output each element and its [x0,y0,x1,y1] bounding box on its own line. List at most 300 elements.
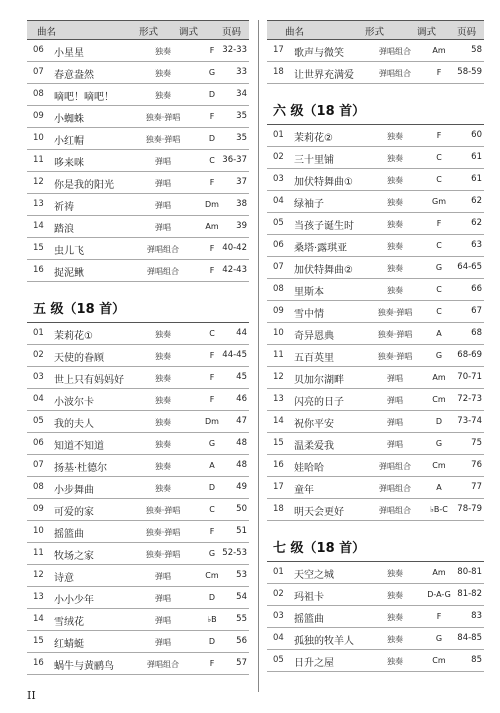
song-form: 独奏 [387,220,403,229]
list-item [27,543,249,565]
song-form: 弹唱 [155,572,171,581]
song-title: 嘀吧！嘀吧！ [54,92,114,103]
level-7-list [267,562,484,672]
song-form: 独奏 [387,176,403,185]
song-page: 84-85 [457,633,482,643]
song-number: 05 [273,218,284,228]
song-title: 童年 [294,485,314,496]
song-title: 哆来咪 [54,158,84,169]
list-item [267,40,484,62]
song-title: 玛祖卡 [294,592,324,603]
song-title: 红蜻蜓 [54,639,84,650]
song-number: 04 [273,196,284,206]
song-form: 独奏 [155,330,171,339]
list-item [27,389,249,411]
song-number: 17 [273,45,284,55]
song-page: 60 [471,130,482,140]
song-title: 三十里铺 [294,155,334,166]
song-key: G [435,439,443,448]
list-item [267,323,484,345]
song-key: F [209,351,215,360]
list-item [27,653,249,675]
header-key: 调式 [417,27,437,38]
header-form: 形式 [139,27,159,38]
song-form: 弹唱 [155,157,171,166]
song-form: 独奏 [387,198,403,207]
song-number: 03 [33,372,44,382]
song-key: F [209,266,215,275]
song-form: 独奏 [155,47,171,56]
song-form: 独奏 [387,264,403,273]
level-4-list [27,40,249,282]
song-form: 弹唱组合 [147,660,179,669]
song-form: 独奏·弹唱 [377,352,413,361]
list-item [267,279,484,301]
song-form: 独奏 [155,462,171,471]
list-item [27,260,249,282]
song-form: 弹唱组合 [147,267,179,276]
list-item [27,40,249,62]
song-key: F [209,659,215,668]
level-6-list [267,125,484,521]
song-key: C [209,505,215,514]
song-page: 46 [236,394,247,404]
song-number: 14 [273,416,284,426]
song-title: 娃哈哈 [294,463,324,474]
song-number: 06 [273,240,284,250]
song-page: 48 [236,438,247,448]
song-title: 踏浪 [54,224,74,235]
song-number: 16 [33,658,44,668]
song-number: 16 [33,265,44,275]
song-page: 44 [236,328,247,338]
song-key: Dm [205,417,219,426]
song-page: 72-73 [457,394,482,404]
song-title: 奇异恩典 [294,331,334,342]
list-item [27,565,249,587]
song-key: D [208,90,216,99]
song-key: Cm [432,656,446,665]
song-form: 独奏 [387,657,403,666]
song-page: 83 [471,611,482,621]
song-title: 闪亮的日子 [294,397,344,408]
list-item [267,235,484,257]
song-page: 47 [236,416,247,426]
song-key: Cm [432,461,446,470]
song-key: F [209,244,215,253]
song-number: 10 [33,133,44,143]
table-header [267,20,484,40]
list-item [27,172,249,194]
song-number: 13 [33,199,44,209]
song-page: 61 [471,152,482,162]
song-key: G [435,351,443,360]
song-page: 39 [236,221,247,231]
list-item [267,477,484,499]
song-number: 07 [273,262,284,272]
song-number: 07 [33,67,44,77]
song-number: 06 [33,438,44,448]
song-page: 35 [236,111,247,121]
song-title: 诗意 [54,573,74,584]
song-title: 小波尔卡 [54,397,94,408]
list-item [27,150,249,172]
left-column [27,20,249,675]
song-title: 日升之屋 [294,658,334,669]
song-title: 可爱的家 [54,507,94,518]
list-item [267,499,484,521]
header-page: 页码 [222,27,242,38]
song-form: 独奏 [387,132,403,141]
song-number: 02 [273,589,284,599]
song-form: 独奏·弹唱 [145,113,181,122]
list-item [267,367,484,389]
song-key: F [209,527,215,536]
song-title: 扬基·杜德尔 [54,463,108,474]
list-item [27,238,249,260]
song-title: 雪中情 [294,309,324,320]
song-page: 34 [236,89,247,99]
list-item [27,433,249,455]
list-item [267,147,484,169]
song-number: 09 [33,111,44,121]
song-number: 08 [33,89,44,99]
song-title: 小蜘蛛 [54,114,84,125]
list-item [267,301,484,323]
song-form: 弹唱 [387,374,403,383]
song-page: 35 [236,133,247,143]
song-number: 02 [33,350,44,360]
song-form: 弹唱 [155,638,171,647]
song-page: 44-45 [222,350,247,360]
song-page: 61 [471,174,482,184]
song-key: G [208,439,216,448]
song-page: 80-81 [457,567,482,577]
list-item [27,411,249,433]
song-title: 里斯本 [294,287,324,298]
song-key: F [436,612,442,621]
song-key: G [435,634,443,643]
song-key: C [436,307,442,316]
song-key: ♭B-C [430,505,448,514]
song-page: 70-71 [457,372,482,382]
song-form: 独奏·弹唱 [377,330,413,339]
song-title: 我的夫人 [54,419,94,430]
list-item [27,631,249,653]
list-item [267,628,484,650]
song-page: 33 [236,67,247,77]
list-item [267,562,484,584]
list-item [267,584,484,606]
header-page: 页码 [457,27,477,38]
song-number: 01 [273,567,284,577]
list-item [27,194,249,216]
list-item [27,587,249,609]
song-page: 66 [471,284,482,294]
song-key: C [209,329,215,338]
song-key: D-A-G [427,590,451,599]
song-page: 76 [471,460,482,470]
list-item [267,257,484,279]
song-title: 捉泥鳅 [54,268,84,279]
song-title: 孤独的牧羊人 [294,636,354,647]
song-page: 62 [471,218,482,228]
song-number: 15 [33,636,44,646]
song-page: 49 [236,482,247,492]
header-form: 形式 [365,27,385,38]
song-number: 13 [273,394,284,404]
song-form: 独奏 [387,613,403,622]
list-item [267,650,484,672]
song-form: 独奏 [155,352,171,361]
song-key: G [208,68,216,77]
list-item [27,455,249,477]
song-page: 58-59 [457,67,482,77]
song-form: 弹唱 [155,223,171,232]
song-number: 12 [33,177,44,187]
song-key: Gm [432,197,446,206]
song-page: 42-43 [222,265,247,275]
song-form: 弹唱组合 [379,69,411,78]
song-title: 雪绒花 [54,617,84,628]
song-key: F [209,373,215,382]
song-title: 贝加尔湖畔 [294,375,344,386]
song-number: 07 [33,460,44,470]
song-key: D [208,637,216,646]
song-title: 绿袖子 [294,199,324,210]
list-item [267,345,484,367]
list-item [267,606,484,628]
right-column [267,20,484,672]
page-number: II [27,689,36,702]
song-title: 桑塔·露琪亚 [294,243,348,254]
song-page: 62 [471,196,482,206]
song-form: 独奏·弹唱 [145,135,181,144]
song-page: 75 [471,438,482,448]
song-form: 独奏 [387,242,403,251]
list-item [27,367,249,389]
song-page: 54 [236,592,247,602]
song-form: 独奏·弹唱 [145,528,181,537]
song-number: 06 [33,45,44,55]
song-number: 15 [273,438,284,448]
song-key: Am [432,568,446,577]
song-page: 51 [236,526,247,536]
song-title: 小步舞曲 [54,485,94,496]
list-item [27,62,249,84]
song-title: 五百英里 [294,353,334,364]
song-number: 09 [33,504,44,514]
song-key: Am [205,222,219,231]
song-key: C [436,285,442,294]
song-page: 73-74 [457,416,482,426]
song-key: A [209,461,215,470]
song-title: 温柔爱我 [294,441,334,452]
song-key: D [435,417,443,426]
song-page: 68-69 [457,350,482,360]
song-form: 弹唱组合 [379,462,411,471]
song-key: Cm [205,571,219,580]
song-form: 弹唱 [155,201,171,210]
song-number: 12 [33,570,44,580]
song-form: 弹唱组合 [379,484,411,493]
song-title: 加伏特舞曲② [294,265,353,276]
song-key: A [436,483,442,492]
song-page: 40-42 [222,243,247,253]
song-number: 04 [273,633,284,643]
song-number: 18 [273,504,284,514]
song-page: 38 [236,199,247,209]
song-key: F [436,68,442,77]
song-page: 85 [471,655,482,665]
song-form: 弹唱 [155,179,171,188]
list-item [267,213,484,235]
song-page: 50 [236,504,247,514]
song-number: 02 [273,152,284,162]
song-form: 独奏·弹唱 [377,308,413,317]
song-page: 32-33 [222,45,247,55]
section-heading-level-6: 六 级（18 首） [267,84,484,125]
song-key: C [436,241,442,250]
song-number: 12 [273,372,284,382]
song-title: 春意盎然 [54,70,94,81]
list-item [267,62,484,84]
song-form: 弹唱 [387,440,403,449]
song-key: F [436,131,442,140]
song-title: 虫儿飞 [54,246,84,257]
song-key: C [436,153,442,162]
section-heading-level-5: 五 级（18 首） [27,282,249,323]
song-page: 68 [471,328,482,338]
song-number: 14 [33,221,44,231]
song-form: 独奏 [387,154,403,163]
song-key: D [208,483,216,492]
song-form: 弹唱 [155,616,171,625]
song-title: 知道不知道 [54,441,104,452]
song-form: 弹唱 [387,396,403,405]
list-item [27,84,249,106]
song-key: F [436,219,442,228]
list-item [27,128,249,150]
song-title: 歌声与微笑 [294,48,344,59]
section-heading-level-7: 七 级（18 首） [267,521,484,562]
song-form: 独奏 [155,69,171,78]
song-number: 08 [273,284,284,294]
song-key: C [436,175,442,184]
header-title: 曲名 [37,27,57,38]
song-form: 独奏 [155,484,171,493]
list-item [267,389,484,411]
song-page: 58 [471,45,482,55]
song-number: 10 [33,526,44,536]
song-form: 弹唱组合 [379,506,411,515]
header-key: 调式 [179,27,199,38]
list-item [267,191,484,213]
list-item [267,455,484,477]
song-form: 独奏 [387,286,403,295]
list-item [27,106,249,128]
song-page: 48 [236,460,247,470]
song-form: 独奏·弹唱 [145,506,181,515]
song-form: 弹唱组合 [147,245,179,254]
header-title: 曲名 [285,27,305,38]
song-key: ♭B [207,615,217,624]
song-key: C [209,156,215,165]
song-number: 03 [273,611,284,621]
song-number: 17 [273,482,284,492]
song-page: 77 [471,482,482,492]
song-number: 08 [33,482,44,492]
song-form: 独奏 [387,635,403,644]
song-title: 牧场之家 [54,551,94,562]
song-key: F [209,178,215,187]
song-key: Dm [205,200,219,209]
song-number: 05 [33,416,44,426]
list-item [27,216,249,238]
song-key: G [208,549,216,558]
song-title: 摇篮曲 [294,614,324,625]
song-title: 祈祷 [54,202,74,213]
list-item [27,345,249,367]
song-key: Cm [432,395,446,404]
song-page: 57 [236,658,247,668]
list-item [27,499,249,521]
list-item [27,609,249,631]
song-title: 让世界充满爱 [294,70,354,81]
song-number: 09 [273,306,284,316]
column-separator [258,20,259,692]
song-page: 67 [471,306,482,316]
song-title: 蜗牛与黄鹂鸟 [54,661,114,672]
song-key: Am [432,46,446,55]
song-number: 11 [33,155,44,165]
song-form: 独奏 [155,440,171,449]
song-number: 16 [273,460,284,470]
song-page: 52-53 [222,548,247,558]
song-page: 53 [236,570,247,580]
song-number: 04 [33,394,44,404]
list-item [267,125,484,147]
song-title: 世上只有妈妈好 [54,375,124,386]
level-5-list [27,323,249,675]
song-number: 18 [273,67,284,77]
song-page: 64-65 [457,262,482,272]
table-header [27,20,249,40]
song-form: 独奏 [155,374,171,383]
song-key: F [209,395,215,404]
song-page: 36-37 [222,155,247,165]
song-form: 独奏 [387,569,403,578]
song-number: 01 [33,328,44,338]
song-number: 15 [33,243,44,253]
song-form: 独奏 [155,396,171,405]
song-page: 37 [236,177,247,187]
song-key: G [435,263,443,272]
song-title: 摇篮曲 [54,529,84,540]
song-title: 天使的眷顾 [54,353,104,364]
list-item [27,323,249,345]
song-form: 弹唱 [387,418,403,427]
song-page: 45 [236,372,247,382]
song-title: 当孩子诞生时 [294,221,354,232]
song-form: 独奏 [387,591,403,600]
song-title: 天空之城 [294,570,334,581]
list-item [27,477,249,499]
song-title: 明天会更好 [294,507,344,518]
song-form: 独奏 [155,418,171,427]
list-item [27,521,249,543]
song-number: 05 [273,655,284,665]
